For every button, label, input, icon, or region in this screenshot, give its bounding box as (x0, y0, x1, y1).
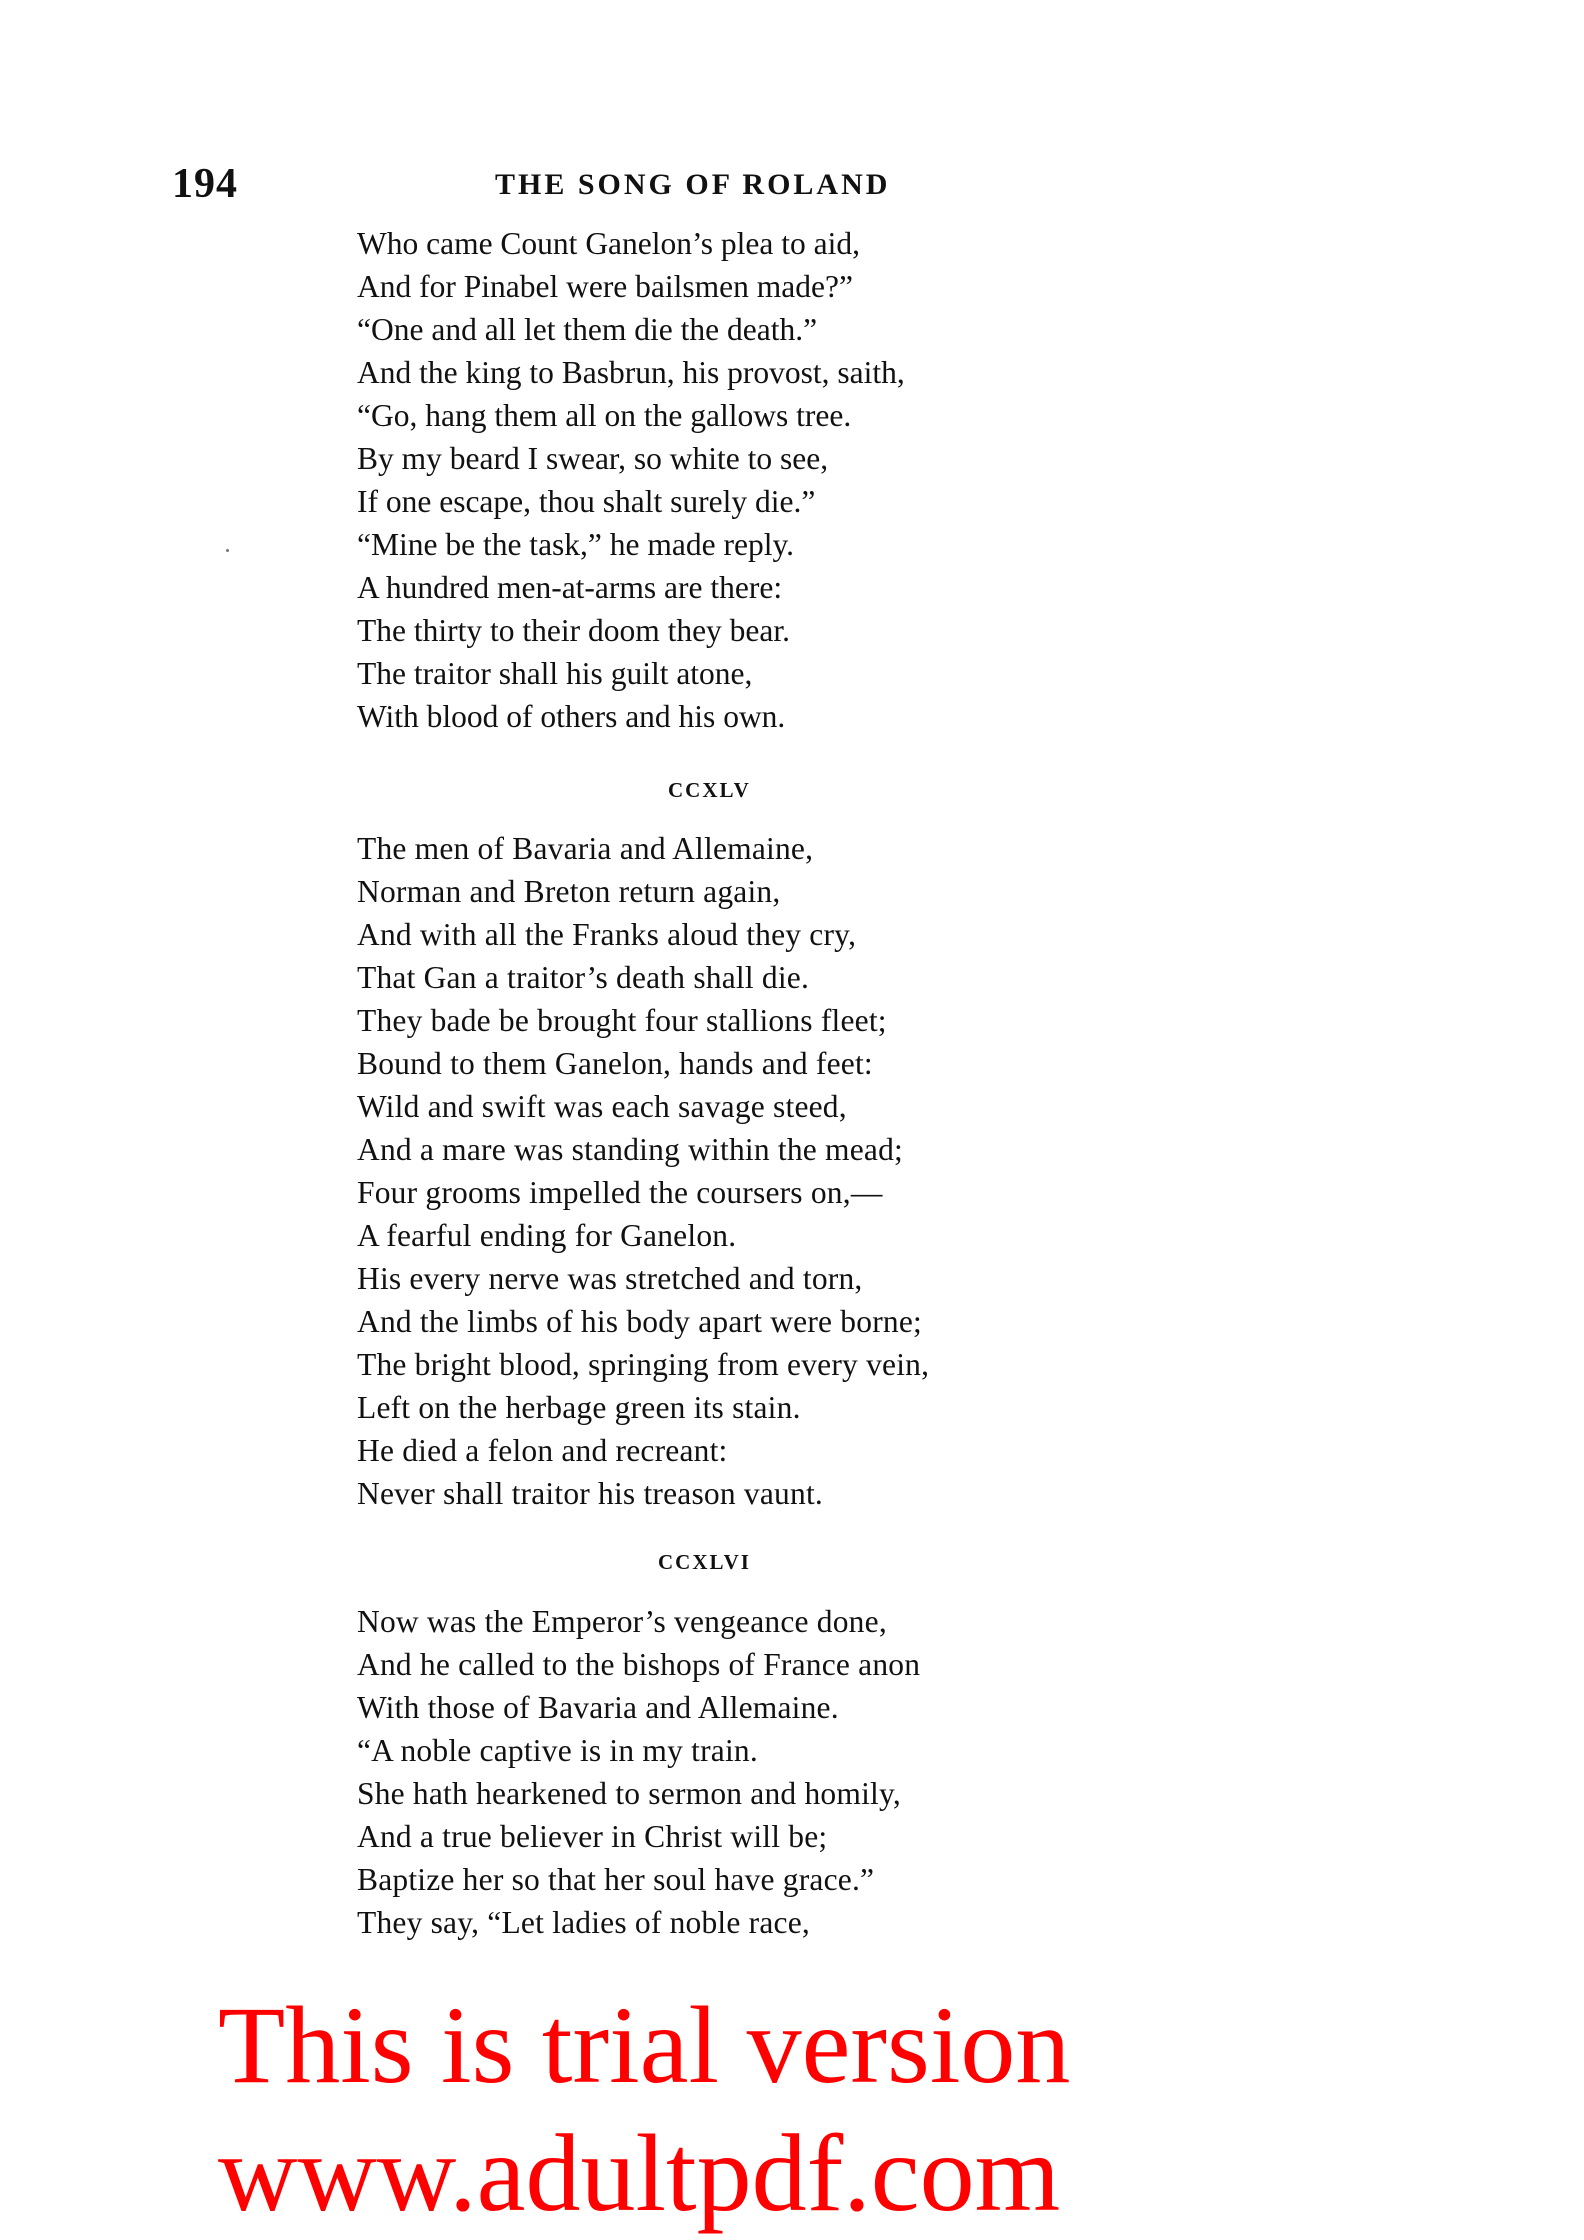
verse-line: And the king to Basbrun, his provost, saith, (357, 355, 905, 390)
verse-line: “Mine be the task,” he made reply. (357, 527, 795, 562)
verse-line: They bade be brought four stallions fleet; (357, 1003, 887, 1038)
verse-line: She hath hearkened to sermon and homily, (357, 1776, 901, 1811)
verse-line: The thirty to their doom they bear. (357, 613, 791, 648)
verse-line: And the limbs of his body apart were borne; (357, 1304, 922, 1339)
verse-line: And with all the Franks aloud they cry, (357, 917, 857, 952)
trial-watermark-url: www.adultpdf.com (218, 2112, 1061, 2234)
verse-line: Now was the Emperor’s vengeance done, (357, 1604, 887, 1639)
verse-line: “One and all let them die the death.” (357, 312, 818, 347)
page-number: 194 (172, 161, 238, 207)
verse-line: Bound to them Ganelon, hands and feet: (357, 1046, 873, 1081)
verse-line: And a true believer in Christ will be; (357, 1819, 828, 1854)
verse-line: By my beard I swear, so white to see, (357, 441, 829, 476)
verse-line: Who came Count Ganelon’s plea to aid, (357, 226, 860, 261)
verse-line: “Go, hang them all on the gallows tree. (357, 398, 852, 433)
verse-line: That Gan a traitor’s death shall die. (357, 960, 810, 995)
verse-line: And a mare was standing within the mead; (357, 1132, 903, 1167)
verse-line: And he called to the bishops of France anon (357, 1647, 921, 1682)
verse-line: Baptize her so that her soul have grace.” (357, 1862, 875, 1897)
verse-line: Wild and swift was each savage steed, (357, 1089, 847, 1124)
verse-line: Left on the herbage green its stain. (357, 1390, 801, 1425)
verse-line: With those of Bavaria and Allemaine. (357, 1690, 839, 1725)
running-head: THE SONG OF ROLAND (495, 168, 891, 201)
section-heading-ccxlv: CCXLV (668, 778, 751, 802)
verse-line: His every nerve was stretched and torn, (357, 1261, 863, 1296)
verse-line: A hundred men-at-arms are there: (357, 570, 783, 605)
stanza-continuation (357, 222, 905, 738)
verse-line: The men of Bavaria and Allemaine, (357, 831, 814, 866)
verse-line: They say, “Let ladies of noble race, (357, 1905, 810, 1940)
stanza-ccxlvi (357, 1600, 920, 1944)
verse-line: The traitor shall his guilt atone, (357, 656, 753, 691)
verse-line: He died a felon and recreant: (357, 1433, 728, 1468)
verse-line: A fearful ending for Ganelon. (357, 1218, 737, 1253)
verse-line: Never shall traitor his treason vaunt. (357, 1476, 823, 1511)
verse-line: Norman and Breton return again, (357, 874, 781, 909)
verse-line: The bright blood, springing from every vein, (357, 1347, 930, 1382)
verse-line: Four grooms impelled the coursers on,— (357, 1175, 883, 1210)
section-heading-ccxlvi: CCXLVI (658, 1550, 751, 1574)
stanza-ccxlv (357, 827, 929, 1515)
verse-line: And for Pinabel were bailsmen made?” (357, 269, 853, 304)
verse-line: If one escape, thou shalt surely die.” (357, 484, 816, 519)
margin-speck (226, 549, 229, 552)
verse-line: “A noble captive is in my train. (357, 1733, 758, 1768)
trial-watermark-text: This is trial version (218, 1984, 1071, 2106)
verse-line: With blood of others and his own. (357, 699, 786, 734)
